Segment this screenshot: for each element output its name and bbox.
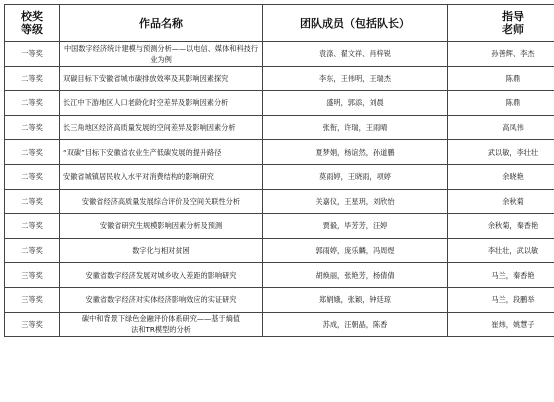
table-row xyxy=(5,66,554,91)
table-row xyxy=(5,263,554,288)
award-level: 三等奖 xyxy=(5,312,60,337)
table-row xyxy=(5,140,554,165)
work-title-line-1: 碳中和背景下绿色金融评价体系研究——基于熵值 xyxy=(81,314,241,324)
work-title: 安徽省城镇居民收入水平对消费结构的影响研究 xyxy=(60,164,263,189)
table-row xyxy=(5,238,554,263)
team-members: 胡焕丽，张艳芳，杨倩倩 xyxy=(263,263,448,288)
work-title: 安徽省经济高质量发展综合评价及空间关联性分析 xyxy=(60,189,263,214)
table-row xyxy=(5,42,554,67)
header-level-line-2: 等级 xyxy=(21,23,43,36)
advisors: 李壮壮，武以敏 xyxy=(448,238,554,263)
work-title: “双碳”目标下安徽省农业生产低碳发展的提升路径 xyxy=(60,140,263,165)
advisors: 余秋菊 xyxy=(448,189,554,214)
table-row xyxy=(5,115,554,140)
header-level-line-1: 校奖 xyxy=(21,10,43,23)
table-row xyxy=(5,91,554,116)
award-level: 一等奖 xyxy=(5,42,60,67)
advisors: 高凤伟 xyxy=(448,115,554,140)
advisors: 余秋菊，秦香艳 xyxy=(448,214,554,239)
team-members: 苏成，汪朝晶，陈香 xyxy=(263,312,448,337)
advisors: 陈鼎 xyxy=(448,91,554,116)
award-level: 二等奖 xyxy=(5,238,60,263)
header-team: 团队成员（包括队长） xyxy=(263,5,448,42)
team-members: 贾毅，毕芳芳，汪婷 xyxy=(263,214,448,239)
header-advisor xyxy=(448,5,554,42)
advisors: 余晓艳 xyxy=(448,164,554,189)
team-members: 夏梦娟，杨谊然，孙道鹏 xyxy=(263,140,448,165)
award-level: 二等奖 xyxy=(5,140,60,165)
award-level: 三等奖 xyxy=(5,287,60,312)
advisors: 马兰，段鹏举 xyxy=(448,287,554,312)
work-title: 双碳目标下安徽省城市碳排放效率及其影响因素探究 xyxy=(60,66,263,91)
team-members: 盛明，郭添，刘晨 xyxy=(263,91,448,116)
award-level: 二等奖 xyxy=(5,189,60,214)
header-advisor-line-1: 指导 xyxy=(502,10,524,23)
work-title xyxy=(60,312,263,337)
advisors: 武以敏，李壮壮 xyxy=(448,140,554,165)
work-title: 安徽省数字经济对实体经济影响效应的实证研究 xyxy=(60,287,263,312)
advisors: 马兰，秦香艳 xyxy=(448,263,554,288)
work-title: 长江中下游地区人口老龄化时空差异及影响因素分析 xyxy=(60,91,263,116)
team-members: 张衔，许瑞，王雨晴 xyxy=(263,115,448,140)
header-row xyxy=(5,5,554,42)
award-table xyxy=(4,4,554,337)
team-members: 郭雨婷，庞乐麟，冯周煜 xyxy=(263,238,448,263)
work-title: 安徽省数字经济发展对城乡收入差距的影响研究 xyxy=(60,263,263,288)
header-level xyxy=(5,5,60,42)
team-members: 李东，王伟明，王瑞杰 xyxy=(263,66,448,91)
award-level: 二等奖 xyxy=(5,214,60,239)
award-level: 二等奖 xyxy=(5,164,60,189)
advisors: 孙善辉、李杰 xyxy=(448,42,554,67)
award-level: 二等奖 xyxy=(5,66,60,91)
header-advisor-line-2: 老师 xyxy=(502,23,524,36)
advisors: 崔炜，姚慧子 xyxy=(448,312,554,337)
header-title: 作品名称 xyxy=(60,5,263,42)
award-level: 二等奖 xyxy=(5,115,60,140)
table-row xyxy=(5,189,554,214)
team-members: 袁涤、翟文祥、肖梓锐 xyxy=(263,42,448,67)
work-title: 数字化与相对贫困 xyxy=(60,238,263,263)
work-title-line-2: 法和TR模型的分析 xyxy=(131,325,191,335)
team-members: 郑娟娥，张颖，钟廷琼 xyxy=(263,287,448,312)
award-level: 二等奖 xyxy=(5,91,60,116)
work-title: 长三角地区经济高质量发展的空间差异及影响因素分析 xyxy=(60,115,263,140)
work-title: 安徽省研究生规模影响因素分析及预测 xyxy=(60,214,263,239)
team-members: 关嘉仪，王星玥，刘欣怡 xyxy=(263,189,448,214)
table-row xyxy=(5,214,554,239)
work-title: 中国数字经济统计建模与预测分析——以电信、媒体和科技行业为例 xyxy=(60,42,263,67)
team-members: 莫雨婷，王晓雨，项婷 xyxy=(263,164,448,189)
award-level: 三等奖 xyxy=(5,263,60,288)
table-row xyxy=(5,287,554,312)
advisors: 陈鼎 xyxy=(448,66,554,91)
table-row xyxy=(5,164,554,189)
table-row xyxy=(5,312,554,337)
